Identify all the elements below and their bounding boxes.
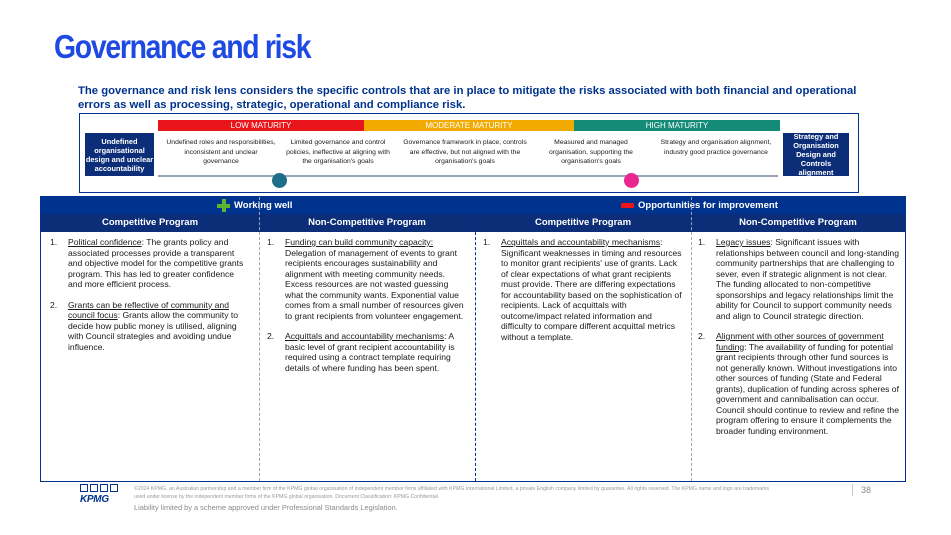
- page-number-divider: [852, 484, 853, 496]
- working-well-label: Working well: [234, 200, 293, 211]
- logo-squares-icon: [80, 484, 120, 492]
- list-item: 1. Acquittals and accountability mechanisms: Significant weaknesses in timing and resources to monitor grant recipients' use of grants. Lack of clear expectations of what grant recipients must provide. There are differing expectations for accountability based on the sophistication of recipients. Lack of acquittals with outcome/impact related information and difficulty to compare different acquittal metrics without a template.: [483, 237, 682, 342]
- column-divider: [691, 197, 692, 481]
- maturity-right-box: Strategy and Organisation Design and Controls alignment: [783, 133, 849, 176]
- column-divider: [259, 197, 260, 481]
- maturity-stage-1: Undefined roles and responsibilities, inconsistent and unclear governance: [166, 139, 276, 165]
- maturity-stage-2: Limited governance and control policies, ineffective at aligning with the organisation's goals: [286, 139, 390, 165]
- findings-table: [40, 196, 906, 482]
- list-item: 2. Acquittals and accountability mechanisms: A basic level of grant recipient accountability is required using a contract template requiring details of where funding has been spent.: [267, 331, 455, 373]
- page-number: 38: [861, 485, 872, 495]
- maturity-left-box: Undefined organisational design and unclear accountability: [85, 133, 154, 176]
- maturity-stage-3: Governance framework in place, controls are effective, but not aligned with the organisation's goals: [403, 139, 527, 165]
- band-high-maturity: HIGH MATURITY: [574, 120, 780, 131]
- maturity-stage-4: Measured and managed organisation, supporting the organisation's goals: [549, 139, 633, 165]
- kpmg-logo: KPMG: [80, 484, 120, 512]
- column-header-4: Non-Competitive Program: [739, 217, 857, 228]
- column-header-3: Competitive Program: [534, 217, 632, 228]
- maturity-scale: [79, 113, 859, 193]
- column-header-1: Competitive Program: [101, 217, 199, 228]
- non-competitive-marker-dot: [624, 173, 639, 188]
- competitive-marker-dot: [272, 173, 287, 188]
- column-4-content: [697, 237, 900, 446]
- list-item: 1. Legacy issues: Significant issues with relationships between council and long-standing community partnerships that are challenging to sever, even if strategic alignment is not clear. The funding allocated to non-competitive sponsorships and legacy relationships limit the ability for Council to support community needs and align to Council strategic direction.: [698, 237, 899, 321]
- list-item: 1. Political confidence: The grants policy and associated processes provide a transparent and objective model for the competitive grants program. This has led to greater confidence and more efficient process.: [50, 237, 244, 289]
- opportunities-header: [621, 197, 778, 214]
- plus-icon: [217, 199, 230, 212]
- column-2-content: [266, 237, 467, 383]
- column-header-2: Non-Competitive Program: [308, 217, 426, 228]
- working-well-header: [217, 197, 292, 214]
- page-title: Governance and risk: [54, 28, 311, 65]
- page-subtitle: The governance and risk lens considers the specific controls that are in place to mitigate the risks associated with both financial and operational errors as well as processing, strategic, operational and compliance risk.: [78, 85, 857, 111]
- column-1-content: [49, 237, 249, 362]
- maturity-stage-5: Strategy and organisation alignment, industry good practice governance: [660, 139, 772, 156]
- list-item: 2. Alignment with other sources of government funding: The availability of funding for potential grant recipients through other fund sources is not generally known. Without investigations into other sources of funding (State and Federal grants), duplication of funding across spheres of government and cannibalisation can occur. Council should continue to review and refine the program offering to ensure it complements the broader funding environment.: [698, 331, 899, 436]
- footer-liability: Liability limited by a scheme approved under Professional Standards Legislation.: [134, 503, 398, 512]
- band-low-maturity: LOW MATURITY: [158, 120, 364, 131]
- minus-icon: [621, 203, 634, 208]
- footer-copyright: ©2024 KPMG, an Australian partnership and a member firm of the KPMG global organisation of independent member firms affiliated with KPMG International Limited, a private English company limited by guarantee. All rights reserved. The KPMG name and logo are trademarks used under license by the independent member firms of the KPMG global organisation. Document Classification: KPMG Confidential: [134, 486, 770, 500]
- column-3-content: [482, 237, 683, 352]
- maturity-track: [158, 175, 778, 177]
- list-item: 1. Funding can build community capacity: Delegation of management of events to grant recipients encourages sustainability and alignment with meeting community needs. Excess resources are not wasted guessing what the community wants. Exponential value comes from a small number of resources given to grant recipients from volunteer engagement.: [267, 237, 464, 321]
- opportunities-label: Opportunities for improvement: [638, 200, 778, 211]
- section-divider: [475, 197, 476, 481]
- list-item: 2. Grants can be reflective of community and council focus: Grants allow the community to decide how public money is utilised, aligning with Council strategies and avoiding undue influence.: [50, 299, 239, 352]
- band-moderate-maturity: MODERATE MATURITY: [364, 120, 574, 131]
